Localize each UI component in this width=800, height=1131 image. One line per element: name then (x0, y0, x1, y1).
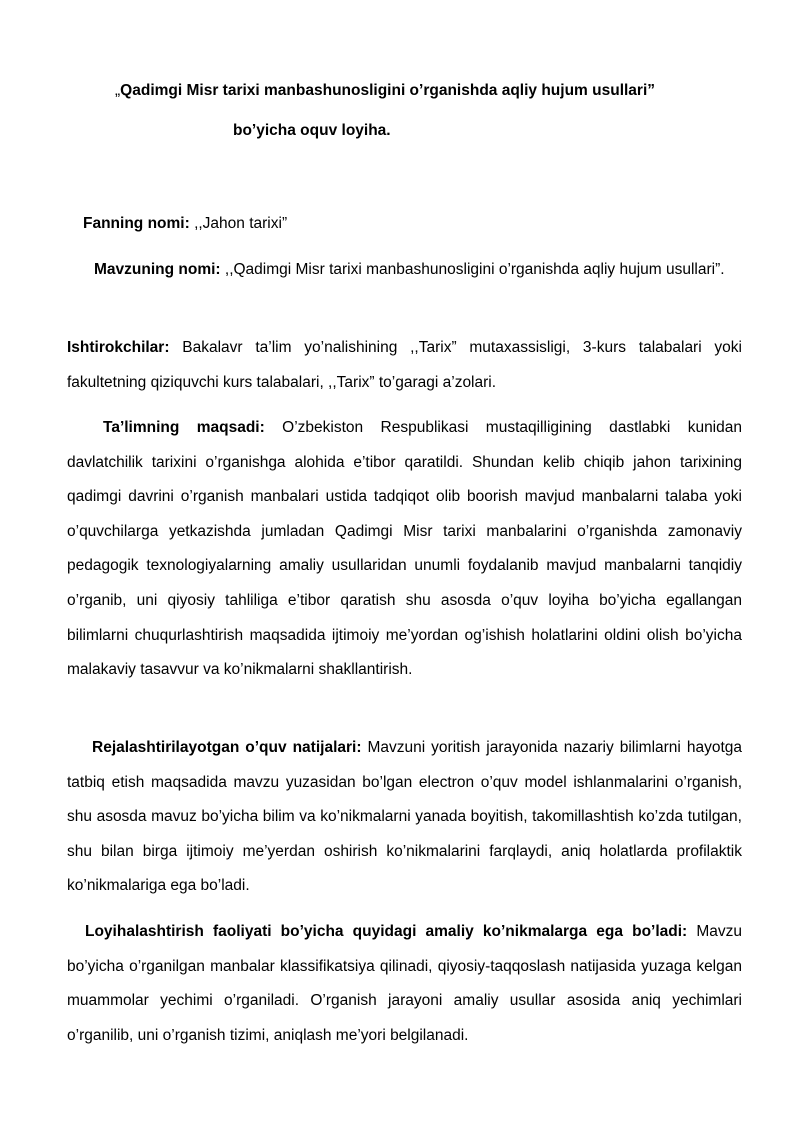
section-label: Rejalashtirilayotgan o’quv natijalari: (92, 739, 362, 756)
document-title-line-1 (0, 82, 800, 100)
section-topic-name (67, 253, 742, 288)
section-text: O’zbekiston Respublikasi mustaqilligining dastlabki kunidan davlatchilik tarixini o’rganishga alohida e’tibor qaratildi. Shundan kelib chiqib jahon tarixining qadimgi davrini o’rganish manbalari ustida tadqiqot olib boorish mavjud manbalarni talaba yoki o’quvchilarga yetkazishda jumladan Qadimgi Misr tarixi manbalarini o’rganishda zamonaviy pedagogik texnologiyalarning amaliy usullaridan unumli foydalanib mavjud manbalarni tanqidiy o’rganib, uni qiyosiy tahliliga e’tibor qaratish shu asosda o’quv loyiha bo’yicha egallangan bilimlarni chuqurlashtirish maqsadida ijtimoiy me’yordan og’ishish holatlarini oldini olish bo’yicha malakaviy tasavvur va ko’nikmalarni shakllantirish. (67, 419, 742, 679)
section-label: Fanning nomi: (83, 215, 190, 232)
section-label: Loyihalashtirish faoliyati bo’yicha quyidagi amaliy ko’nikmalarga ega bo’ladi: (85, 923, 688, 940)
section-subject-name (67, 207, 742, 242)
section-planned-outcomes (67, 731, 742, 904)
section-label: Ishtirokchilar: (67, 339, 170, 356)
title-open-quote: „ (115, 82, 121, 99)
section-label: Ta’limning maqsadi: (103, 419, 265, 436)
document-title-line-2: bo’yicha oquv loyiha. (233, 122, 391, 139)
section-learning-goal (67, 411, 742, 688)
section-text: Bakalavr ta’lim yo’nalishining ,,Tarix” mutaxassisligi, 3-kurs talabalari yoki fakultetning qiziquvchi kurs talabalari, ,,Tarix” to’garagi a’zolari. (67, 339, 742, 391)
section-label: Mavzuning nomi: (94, 261, 221, 278)
title-text-line-1: Qadimgi Misr tarixi manbashunosligini o’rganishda aqliy hujum usullari” (120, 82, 656, 99)
section-participants (67, 331, 742, 400)
section-text: ,,Qadimgi Misr tarixi manbashunosligini o’rganishda aqliy hujum usullari”. (220, 261, 725, 278)
section-text: ,,Jahon tarixi” (189, 215, 288, 232)
section-text: Mavzu bo’yicha o’rganilgan manbalar klassifikatsiya qilinadi, qiyosiy-taqqoslash natijasida yuzaga kelgan muammolar yechimi o’rganiladi. O’rganish jarayoni amaliy usullar asosida aniq yechimlari o’rganilib, uni o’rganish tizimi, aniqlash me’yori belgilanadi. (67, 923, 742, 1044)
section-text: Mavzuni yoritish jarayonida nazariy bilimlarni hayotga tatbiq etish maqsadida mavzu yuzasidan bo’lgan electron o’quv model ishlanmalarini o’rganish, shu asosda mavuz bo’yicha bilim va ko’nikmalarni yanada boyitish, takomillashtish ko’zda tutilgan, shu bilan birga ijtimoiy me’yerdan oshirish ko’nikmalarini farqlaydi, aniq holatlarda profilaktik ko’nikmalariga ega bo’ladi. (67, 739, 742, 895)
section-project-skills (67, 915, 742, 1053)
